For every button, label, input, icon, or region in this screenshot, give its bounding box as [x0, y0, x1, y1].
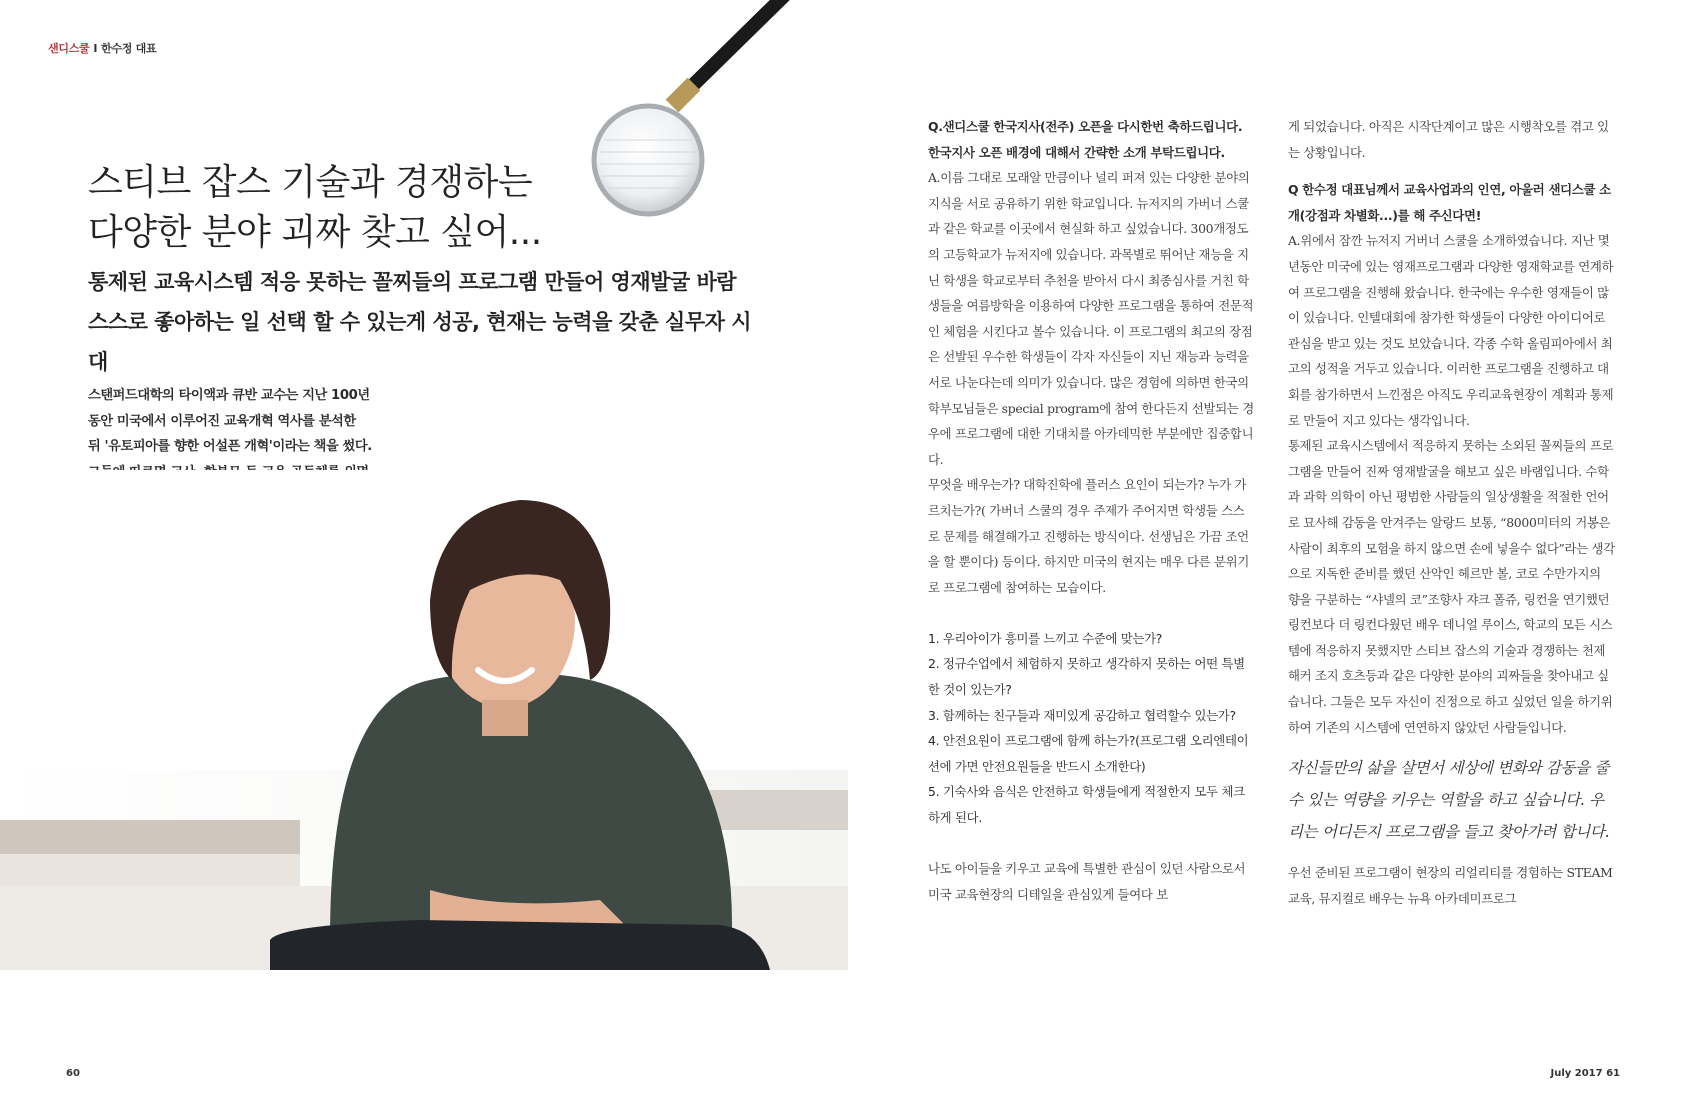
answer-1-end: 게 되었습니다. 아직은 시작단계이고 많은 시행착오를 겪고 있는 상황입니다. — [1288, 119, 1609, 160]
checklist-item-2: 2. 정규수업에서 체험하지 못하고 생각하지 못하는 어떤 특별한 것이 있는가? — [928, 656, 1245, 698]
intro-paragraph: 스탠퍼드대학의 타이액과 큐반 교수는 지난 100년 동안 미국에서 이루어진 교육개혁 역사를 분석한 뒤 '유토피아를 향한 어설픈 개혁'이라는 책을 썼다. — [88, 388, 372, 454]
checklist-item-5: 5. 기숙사와 음식은 안전하고 학생들에게 적절한지 모두 체크하게 된다. — [928, 784, 1245, 826]
answer-2-continued: 통제된 교육시스템에서 적응하지 못하는 소외된 꼴찌들의 프로그램을 만들어 진짜 영재발굴을 해보고 싶은 바램입니다. 수학과 과학 의학이 아닌 평범한 사람들의 일상생활을 적절한 언어로 묘사해 감동을 안겨주는 알랑드 보통, “8000미터의 거봉은 사람이 최후의 모험을 하지 않으면 손에 넣을수 없다”라는 생각으로 지독한 준비를 했던 산악인 헤르만 볼, 코로 수만가지의 향을 구분하는 “샤넬의 코”조향사 쟈크 폴쥬, 링컨을 연기했던 링컨보다 더 링컨다웠던 배우 데니얼 루이스, 학교의 모든 시스템에 적응하지 못했지만 스티브 잡스의 기술과 경쟁하는 천제해커 조지 호츠등과 같은 다양한 분야의 괴짜들을 찾아내고 싶습니다. 그들은 모두 자신이 진정으로 하고 싶었던 일을 하기위하여 기존의 시스템에 연연하지 않았던 사람들입니다. — [1288, 438, 1615, 735]
question-1: Q.샌디스쿨 한국지사(전주) 오픈을 다시한번 축하드립니다. 한국지사 오픈 배경에 대해서 간략한 소개 부탁드립니다. — [928, 119, 1243, 160]
answer-1: A.이름 그대로 모래알 만큼이나 널리 퍼져 있는 다양한 분야의 지식을 서로 공유하기 위한 학교입니다. 뉴저지의 가버너 스쿨과 같은 학교를 이곳에서 현실화 하고 싶었습니다. 300개정도의 고등학교가 뉴저지에 있습니다. 과목별로 뛰어난 재능을 지닌 학생을 학교로부터 추천을 받아서 다시 최종심사를 거친 학생들을 여름방학을 이용하여 다양한 프로그램을 통하여 전문적인 체험을 시킨다고 볼수 있습니다. 이 프로그램의 최고의 장점은 선발된 우수한 학생들이 각자 자신들이 지닌 재능과 능력을 서로 나눈다는데 의미가 있습니다. 많은 경험에 의하면 한국의 학부모님들은 special program에 참여 한다든지 선발되는 경우에 프로그램에 대한 기대치를 아카데믹한 부분에만 집중합니다. — [928, 170, 1254, 467]
subheadline-line-2: 스스로 좋아하는 일 선택 할 수 있는게 성공, 현재는 능력을 갖춘 실무자 시대 — [88, 310, 752, 374]
page-number-right: July 2017 61 — [1550, 1068, 1620, 1079]
article-column-2 — [1288, 114, 1615, 911]
checklist-item-1: 1. 우리아이가 흥미를 느끼고 수준에 맞는가? — [928, 630, 1163, 646]
header-separator: I — [93, 42, 98, 55]
answer-1-closing: 나도 아이들을 키우고 교육에 특별한 관심이 있던 사람으로서 미국 교육현장의 디테일을 관심있게 들여다 보 — [928, 861, 1246, 902]
answer-1-continued: 무엇을 배우는가? 대학진학에 플러스 요인이 되는가? 누가 가르치는가?( 가버너 스쿨의 경우 주제가 주어지면 학생들 스스로 문제를 해결해가고 진행하는 방식이다. 선생님은 가끔 조언을 할 뿐이다) 등이다. 하지만 미국의 현지는 매우 다른 분위기로 프로그램에 참여하는 모습이다. — [928, 477, 1249, 595]
question-2: Q 한수정 대표님께서 교육사업과의 인연, 아울러 샌디스쿨 소개(강점과 차별화...)를 해 주신다면! — [1288, 182, 1611, 223]
subheadline-line-1: 통제된 교육시스템 적응 못하는 꼴찌들의 프로그램 만들어 영재발굴 바람 — [88, 270, 737, 294]
answer-2: A.위에서 잠깐 뉴저지 거버너 스쿨을 소개하였습니다. 지난 몇 년동안 미국에 있는 영재프로그램과 다양한 영재학교를 연계하여 프로그램을 진행해 왔습니다. 한국에는 우수한 영재들이 많이 있습니다. 인텔대회에 참가한 학생들이 다양한 아이디어로 관심을 받고 있는 것도 보았습니다. 각종 수학 올림피아에서 최고의 성적을 거두고 있습니다. 이러한 프로그램을 진행하고 대회를 참가하면서 느낀점은 아직도 우리교육현장이 계획과 통제로 만들어 지고 있다는 생각입니다. — [1288, 233, 1614, 428]
checklist-item-3: 3. 함께하는 친구들과 재미있게 공감하고 협력할수 있는가? — [928, 707, 1236, 723]
spacer — [1288, 165, 1615, 177]
interviewee-name: 한수정 대표 — [101, 42, 157, 55]
answer-2-closing: 우선 준비된 프로그램이 현장의 리얼리티를 경험하는 STEAM교육, 뮤지컬로 배우는 뉴욕 아카데미프로그 — [1288, 865, 1613, 906]
checklist-item-4: 4. 안전요원이 프로그램에 함께 하는가?(프로그램 오리엔테이션에 가면 안전요원들을 반드시 소개한다) — [928, 733, 1249, 774]
spacer — [928, 831, 1255, 857]
spacer — [1288, 848, 1615, 860]
spacer — [1288, 740, 1615, 752]
headline-line-2: 다양한 분야 괴짜 찾고 싶어... — [88, 212, 542, 253]
page-number-left: 60 — [66, 1068, 80, 1079]
pull-quote: 자신들만의 삶을 살면서 세상에 변화와 감동을 줄 수 있는 역량을 키우는 역할을 하고 싶습니다. 우리는 어디든지 프로그램을 들고 찾아가려 합니다. — [1288, 759, 1610, 842]
article-column-1 — [928, 114, 1255, 907]
headline — [88, 158, 648, 258]
brand-name: 샌디스쿨 — [48, 42, 90, 55]
headline-line-1: 스티브 잡스 기술과 경쟁하는 — [88, 162, 533, 203]
spacer — [928, 600, 1255, 626]
section-header — [48, 40, 156, 56]
subheadline — [88, 262, 768, 382]
portrait-photo — [0, 470, 848, 970]
